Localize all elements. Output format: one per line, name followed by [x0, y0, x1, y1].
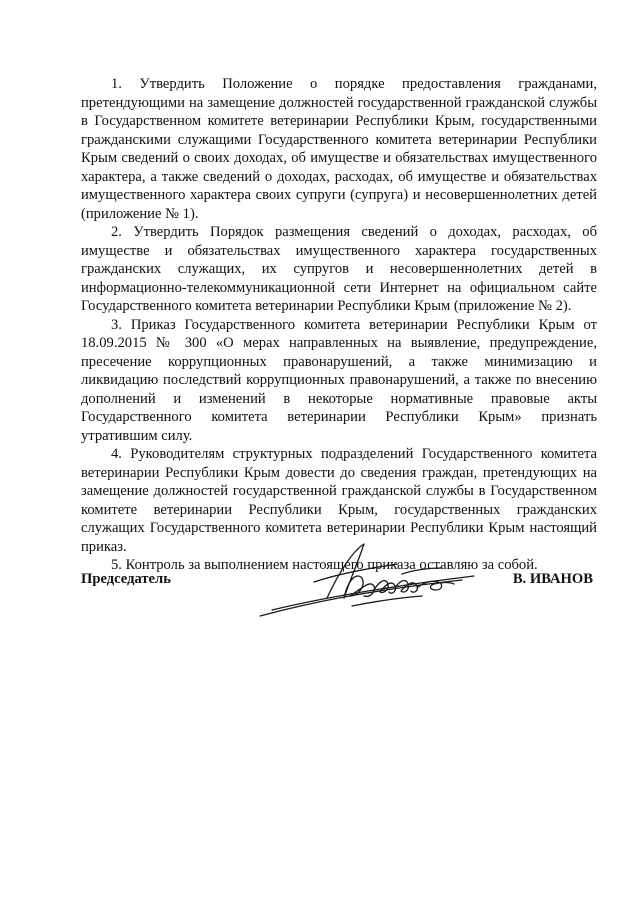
signatory-role: Председатель — [81, 571, 171, 587]
paragraph-1: 1. Утвердить Положение о порядке предоставления гражданами, претендующими на замещение должностей государственной гражданской службы в Государственном комитете ветеринарии Республики Крым, государственными гражданскими служащими Государственного комитета ветеринарии Республики Крым сведений о своих доходах, об имуществе и обязательствах имущественного характера, а также сведений о доходах, расходах, об имуществе и обязательствах имущественного характера своих супруги (супруга) и несовершеннолетних детей (приложение № 1). — [81, 76, 597, 222]
paragraph-5: 5. Контроль за выполнением настоящего приказа оставляю за собой. — [111, 557, 538, 573]
paragraph-3: 3. Приказ Государственного комитета ветеринарии Республики Крым от 18.09.2015 № 300 «О мерах направленных на выявление, предупреждение, пресечение коррупционных правонарушений, а также минимизацию и ликвидацию последствий коррупционных правонарушений, а также по внесению дополнений и изменений в некоторые нормативные правовые акты Государственного комитета ветеринарии Республики Крым» признать утратившим силу. — [81, 316, 597, 444]
signature-block — [81, 570, 597, 630]
paragraph-2: 2. Утвердить Порядок размещения сведений о доходах, расходах, об имуществе и обязательствах имущественного характера государственных гражданских служащих, их супругов и несовершеннолетних детей в информационно-телекоммуникационной сети Интернет на официальном сайте Государственного комитета ветеринарии Республики Крым (приложение № 2). — [81, 224, 597, 314]
document-body — [81, 75, 597, 575]
signatory-name: В. ИВАНОВ — [512, 571, 593, 587]
paragraph-4: 4. Руководителям структурных подразделений Государственного комитета ветеринарии Республики Крым довести до сведения граждан, претендующих на замещение должностей государственной гражданской службы в Государственном комитете ветеринарии Республики Крым, государственных гражданских служащих Государственного комитета ветеринарии Республики Крым настоящий приказ. — [81, 446, 597, 555]
